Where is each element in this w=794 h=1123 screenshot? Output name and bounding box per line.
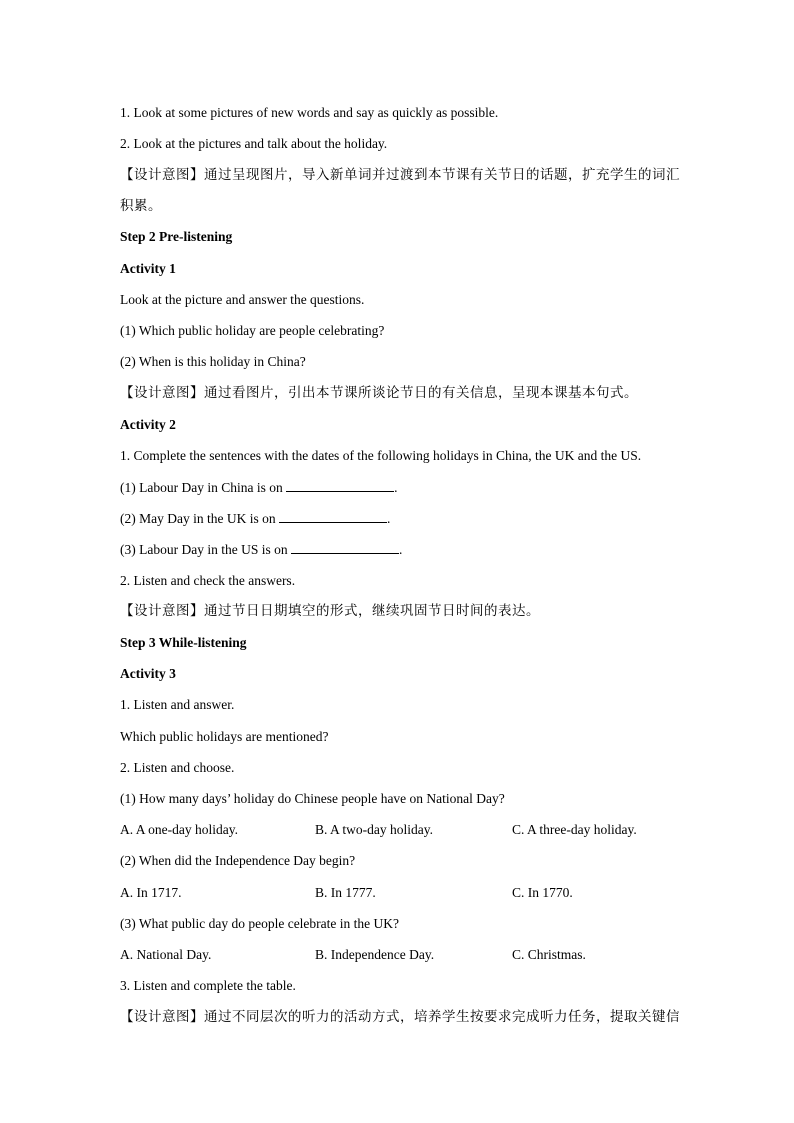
activity-2-check: 2. Listen and check the answers.: [120, 573, 296, 588]
choice-question-3: (3) What public day do people celebrate in the UK?: [120, 916, 400, 931]
activity-3-task-1-question: Which public holidays are mentioned?: [120, 729, 329, 744]
activity-2-sentence-1: [120, 479, 397, 496]
q2-option-a[interactable]: A. In 1717.: [120, 885, 182, 900]
design-intent-1-line-1: 【设计意图】通过呈现图片，导入新单词并过渡到本节课有关节日的话题，扩充学生的词汇: [120, 167, 680, 183]
activity-3-task-3: 3. Listen and complete the table.: [120, 978, 296, 993]
intro-item-2: 2. Look at the pictures and talk about the holiday.: [120, 136, 388, 151]
step-2-heading: Step 2 Pre-listening: [120, 229, 233, 244]
activity-1-question-2: (2) When is this holiday in China?: [120, 354, 306, 369]
activity-2-instruction: 1. Complete the sentences with the dates of the following holidays in China, the UK and the US.: [120, 448, 642, 463]
answer-blank-3[interactable]: [291, 541, 399, 554]
q3-option-c[interactable]: C. Christmas.: [512, 947, 586, 962]
sentence-2-period: .: [386, 511, 391, 526]
activity-3-heading: Activity 3: [120, 666, 176, 681]
activity-2-sentence-3: [120, 541, 402, 558]
choice-question-2: (2) When did the Independence Day begin?: [120, 853, 356, 868]
activity-1-heading: Activity 1: [120, 261, 176, 276]
q1-option-c[interactable]: C. A three-day holiday.: [512, 822, 637, 837]
design-intent-1-line-2: 积累。: [120, 198, 162, 214]
answer-blank-2[interactable]: [279, 510, 387, 523]
design-intent-2: 【设计意图】通过看图片，引出本节课所谈论节日的有关信息，呈现本课基本句式。: [120, 385, 638, 401]
intro-item-1: 1. Look at some pictures of new words and say as quickly as possible.: [120, 105, 499, 120]
sentence-2-text: (2) May Day in the UK is on: [120, 511, 276, 526]
q2-option-b[interactable]: B. In 1777.: [315, 885, 376, 900]
q3-option-a[interactable]: A. National Day.: [120, 947, 212, 962]
design-intent-4: 【设计意图】通过不同层次的听力的活动方式，培养学生按要求完成听力任务，提取关键信: [120, 1009, 680, 1025]
activity-3-task-2: 2. Listen and choose.: [120, 760, 235, 775]
activity-3-task-1: 1. Listen and answer.: [120, 697, 235, 712]
sentence-1-period: .: [394, 480, 398, 495]
step-3-heading: Step 3 While-listening: [120, 635, 247, 650]
sentence-1-text: (1) Labour Day in China is on: [120, 480, 283, 495]
activity-2-heading: Activity 2: [120, 417, 176, 432]
q3-option-b[interactable]: B. Independence Day.: [315, 947, 435, 962]
activity-1-instruction: Look at the picture and answer the questions.: [120, 292, 365, 307]
sentence-3-period: .: [398, 542, 403, 557]
choice-question-1: (1) How many days’ holiday do Chinese people have on National Day?: [120, 791, 505, 806]
q1-option-a[interactable]: A. A one-day holiday.: [120, 822, 238, 837]
activity-1-question-1: (1) Which public holiday are people celebrating?: [120, 323, 385, 338]
activity-2-sentence-2: [120, 510, 390, 527]
q1-option-b[interactable]: B. A two-day holiday.: [315, 822, 433, 837]
q2-option-c[interactable]: C. In 1770.: [512, 885, 573, 900]
answer-blank-1[interactable]: [286, 479, 394, 492]
design-intent-3: 【设计意图】通过节日日期填空的形式，继续巩固节日时间的表达。: [120, 603, 540, 619]
sentence-3-text: (3) Labour Day in the US is on: [120, 542, 288, 557]
